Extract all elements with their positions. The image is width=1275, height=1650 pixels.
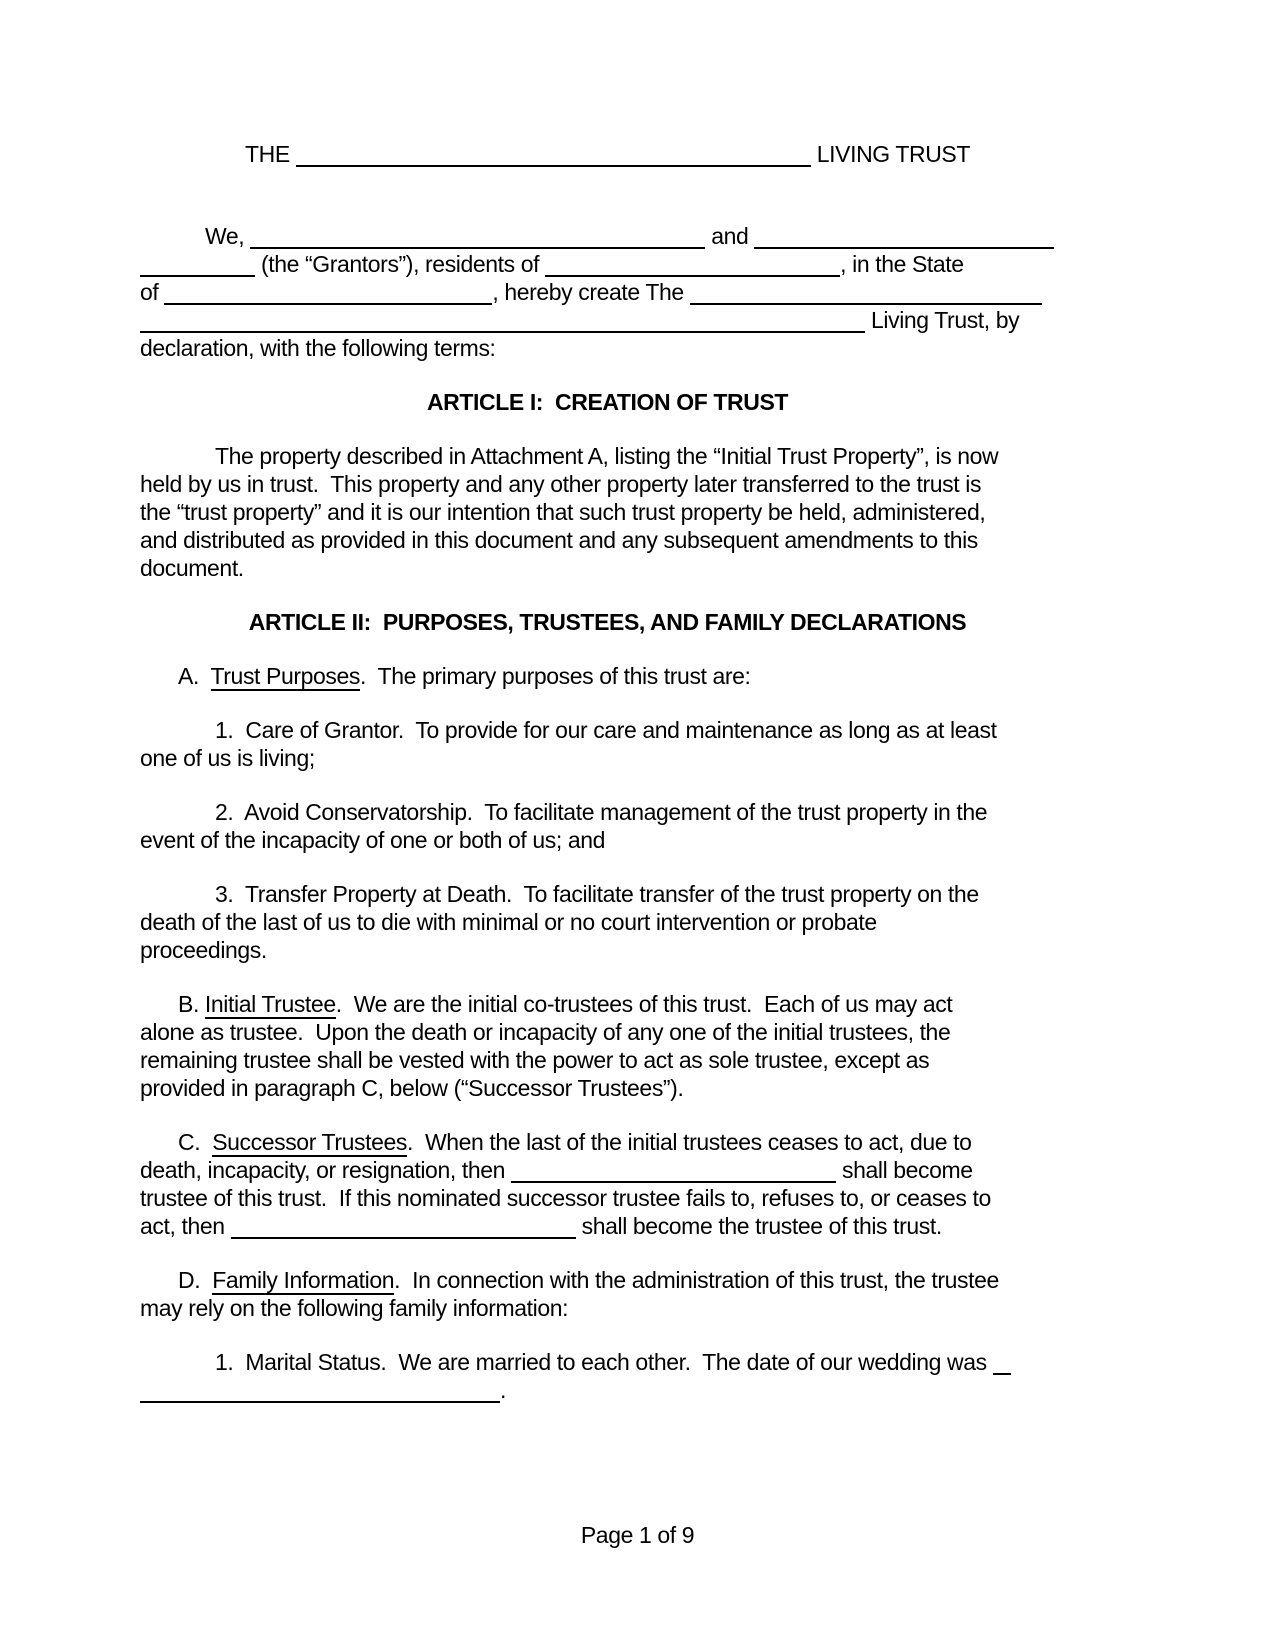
article-2-heading: ARTICLE II: PURPOSES, TRUSTEES, AND FAMILY DECLARATIONS	[248, 609, 967, 635]
blank-field	[545, 270, 840, 277]
paragraph-a-trust-purposes: A. Trust Purposes. The primary purposes of this trust are:	[178, 663, 751, 689]
blank-field	[511, 1176, 836, 1183]
opening-paragraph: We, and (the “Grantors”), residents of , in the State of , hereby create The Living Trust, by declaration, with the following terms:	[140, 222, 1075, 362]
paragraph-b-initial-trustee: B. Initial Trustee. We are the initial co-trustees of this trust. Each of us may act alone as trustee. Upon the death or incapacity of any one of the initial trustees, the remaining trustee shall be vested with the power to act as sole trustee, except as provided in paragraph C, below (“Successor Trustees”).	[140, 991, 953, 1101]
blank-field	[993, 1368, 1011, 1375]
paragraph-a1-care-of-grantor: 1. Care of Grantor. To provide for our care and maintenance as long as at least one of us is living;	[140, 717, 997, 771]
underlined-term: Family Information	[212, 1267, 395, 1293]
document-content	[140, 140, 1075, 1404]
blank-field	[690, 298, 1042, 305]
blank-field	[754, 242, 1054, 249]
blank-field	[296, 160, 811, 167]
blank-field	[140, 1396, 500, 1403]
paragraph-a2-avoid-conservatorship: 2. Avoid Conservatorship. To facilitate management of the trust property in the event of the incapacity of one or both of us; and	[140, 799, 988, 853]
blank-field	[164, 298, 492, 305]
paragraph-c-successor-trustees: C. Successor Trustees. When the last of the initial trustees ceases to act, due to death, incapacity, or resignation, then shall become trustee of this trust. If this nominated successor trustee fails to, refuses to, or ceases to act, then shall become the trustee of this trust.	[140, 1129, 991, 1239]
article-1-heading: ARTICLE I: CREATION OF TRUST	[426, 389, 789, 415]
article-1-paragraph: The property described in Attachment A, listing the “Initial Trust Property”, is now held by us in trust. This property and any other property later transferred to the trust is the “trust property” and it is our intention that such trust property be held, administered, and distributed as provided in this document and any subsequent amendments to this document.	[140, 443, 999, 581]
trust-title-line: THE LIVING TRUST	[244, 141, 971, 167]
blank-field	[250, 242, 705, 249]
page-number-footer: Page 1 of 9	[580, 1522, 695, 1548]
underlined-term: Initial Trustee	[204, 991, 336, 1017]
paragraph-d-family-information: D. Family Information. In connection with the administration of this trust, the trustee may rely on the following family information:	[140, 1267, 999, 1321]
underlined-term: Trust Purposes	[210, 663, 360, 689]
blank-field	[140, 270, 255, 277]
paragraph-a3-transfer-property-at-death: 3. Transfer Property at Death. To facilitate transfer of the trust property on the death of the last of us to die with minimal or no court intervention or probate proceedings.	[140, 881, 979, 963]
blank-field	[231, 1232, 576, 1239]
underlined-term: Successor Trustees	[212, 1129, 407, 1155]
paragraph-d1-marital-status: 1. Marital Status. We are married to each other. The date of our wedding was .	[140, 1348, 1075, 1404]
blank-field	[140, 326, 865, 333]
